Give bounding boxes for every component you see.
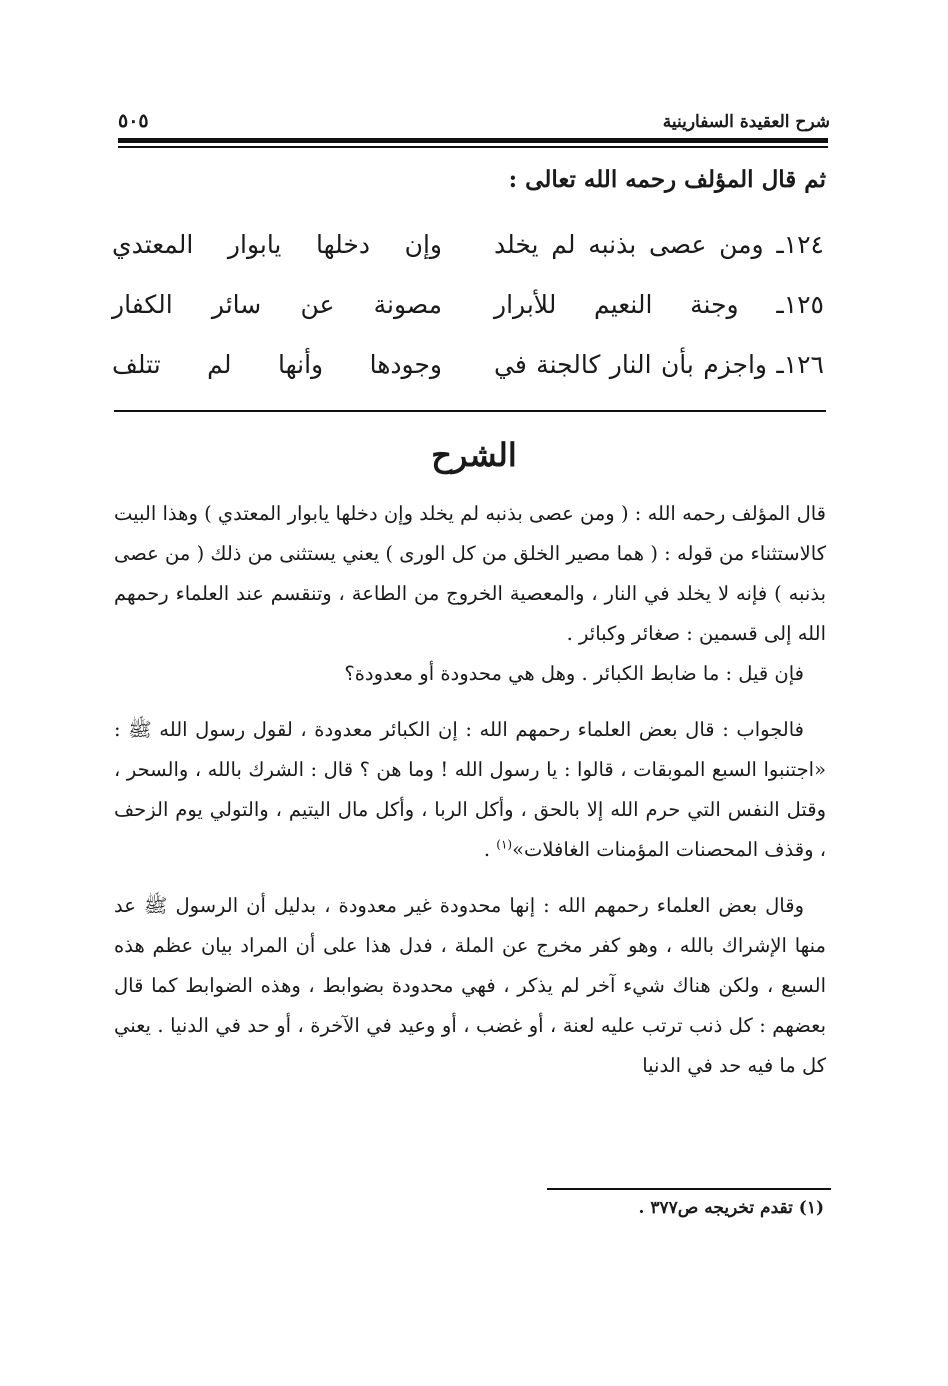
section-title: الشرح <box>431 436 517 474</box>
paragraph: قال المؤلف رحمه الله : ( ومن عصى بذنبه لم يخلد وإن دخلها يابوار المعتدي ) وهذا البيت كالاستثناء من قوله : ( هما مصير الخلق من كل الورى ) يعني يستثنى من ذلك ( من عصى بذنبه ) فإنه لا يخلد في النار ، والمعصية الخروج من الطاعة ، وتنقسم عند العلماء رحمهم الله إلى قسمين : صغائر وكبائر . <box>114 502 826 645</box>
paragraph: فإن قيل : ما ضابط الكبائر . وهل هي محدودة أو معدودة؟ <box>344 662 804 685</box>
verses-divider <box>114 410 826 412</box>
intro-line: ثم قال المؤلف رحمه الله تعالى : <box>508 166 826 193</box>
header-rule-thick <box>118 138 828 143</box>
verse-first-hemistich: ١٢٦ـ واجزم بأن النار كالجنة في <box>494 350 824 379</box>
footnote: (١) تقدم تخريجه ص٣٧٧ . <box>638 1198 824 1218</box>
paragraph <box>114 710 826 870</box>
verse-row <box>112 342 824 402</box>
page-number: ٥٠٥ <box>118 110 149 132</box>
footnote-marker: (١) <box>496 837 513 852</box>
paragraph-text: فالجواب : قال بعض العلماء رحمهم الله : إن الكبائر معدودة ، لقول رسول الله ﷺ : «اجتنبوا السبع الموبقات ، قالوا : يا رسول الله ! وما هن ؟ قال : الشرك بالله ، والسحر ، وقتل النفس التي حرم الله إلا بالحق ، وأكل الربا ، وأكل مال اليتيم ، والتولي يوم الزحف ، وقذف المحصنات المؤمنات الغافلات» <box>114 718 826 861</box>
header-rule-thin <box>118 146 828 148</box>
verse-first-hemistich: ١٢٥ـ وجنة النعيم للأبرار <box>494 290 824 319</box>
verse-first-hemistich: ١٢٤ـ ومن عصى بذنبه لم يخلد <box>494 230 824 259</box>
footnote-rule <box>547 1188 831 1190</box>
verse-second-hemistich: مصونة عن سائر الكفار <box>112 290 442 319</box>
verse-row <box>112 282 824 342</box>
verse-second-hemistich: وجودها وأنها لم تتلف <box>112 350 442 379</box>
verse-second-hemistich: وإن دخلها يابوار المعتدي <box>112 230 442 259</box>
paragraph-end: . <box>483 838 491 861</box>
header-title: شرح العقيدة السفارينية <box>662 112 830 132</box>
body-text <box>114 494 826 1086</box>
verses-block <box>112 222 824 402</box>
verse-row <box>112 222 824 282</box>
paragraph: وقال بعض العلماء رحمهم الله : إنها محدودة غير معدودة ، بدليل أن الرسول ﷺ عد منها الإشراك بالله ، وهو كفر مخرج عن الملة ، فدل هذا على أن المراد بيان عظم هذه السبع ، ولكن هناك شيء آخر لم يذكر ، فهي محدودة بضوابط ، وهذه الضوابط كما قال بعضهم : كل ذنب ترتب عليه لعنة ، أو غضب ، أو وعيد في الآخرة ، أو حد في الدنيا . يعني كل ما فيه حد في الدنيا <box>114 894 826 1077</box>
